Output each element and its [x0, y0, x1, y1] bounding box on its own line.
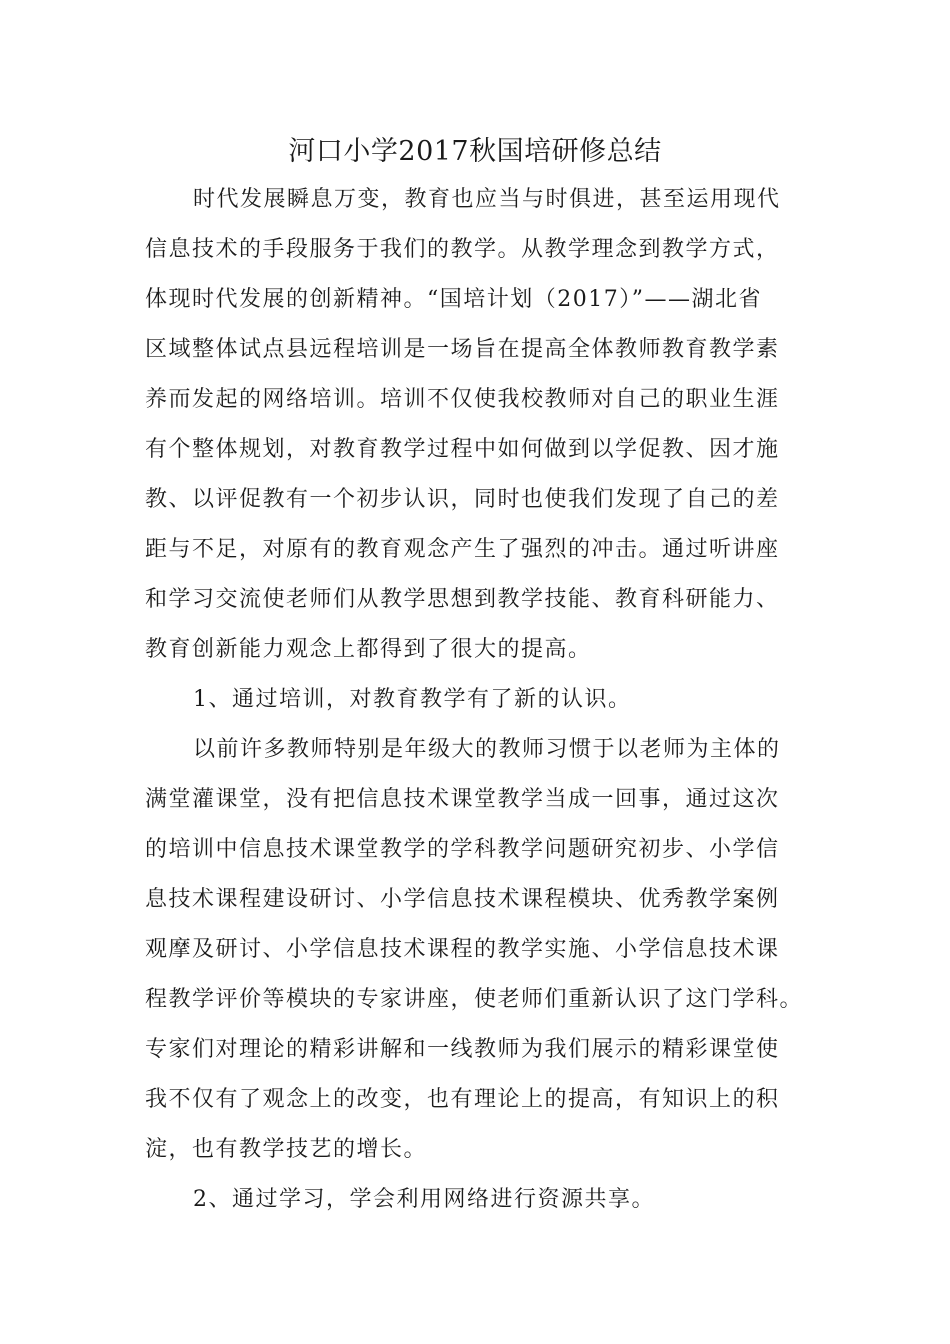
paragraph-line: 教、以评促教有一个初步认识，同时也使我们发现了自己的差	[145, 487, 780, 512]
paragraph-line: 淀，也有教学技艺的增长。	[145, 1137, 428, 1162]
paragraph-line: 信息技术的手段服务于我们的教学。从教学理念到教学方式，	[145, 237, 780, 262]
paragraph-line: 观摩及研讨、小学信息技术课程的教学实施、小学信息技术课	[145, 937, 780, 962]
section-heading-2: 2、通过学习，学会利用网络进行资源共享。	[193, 1187, 655, 1212]
paragraph-line: 专家们对理论的精彩讲解和一线教师为我们展示的精彩课堂使	[145, 1037, 780, 1062]
section-heading-1: 1、通过培训，对教育教学有了新的认识。	[193, 687, 632, 712]
paragraph-line: 息技术课程建设研讨、小学信息技术课程模块、优秀教学案例	[145, 887, 780, 912]
paragraph-line: 满堂灌课堂，没有把信息技术课堂教学当成一回事，通过这次	[145, 787, 780, 812]
paragraph-line: 有个整体规划，对教育教学过程中如何做到以学促教、因才施	[145, 437, 780, 462]
paragraph-line: 程教学评价等模块的专家讲座，使老师们重新认识了这门学科。	[145, 987, 804, 1012]
paragraph-line: 以前许多教师特别是年级大的教师习惯于以老师为主体的	[193, 737, 781, 762]
paragraph-line: 我不仅有了观念上的改变，也有理论上的提高，有知识上的积	[145, 1087, 780, 1112]
paragraph-line: 教育创新能力观念上都得到了很大的提高。	[145, 637, 592, 662]
paragraph-line: 距与不足，对原有的教育观念产生了强烈的冲击。通过听讲座	[145, 537, 780, 562]
paragraph-line: 养而发起的网络培训。培训不仅使我校教师对自己的职业生涯	[145, 387, 780, 412]
paragraph-line: 体现时代发展的创新精神。“国培计划（2017）”——湖北省	[145, 287, 762, 312]
paragraph-line: 的培训中信息技术课堂教学的学科教学问题研究初步、小学信	[145, 837, 780, 862]
paragraph-line: 时代发展瞬息万变，教育也应当与时俱进，甚至运用现代	[193, 187, 781, 212]
paragraph-line: 和学习交流使老师们从教学思想到教学技能、教育科研能力、	[145, 587, 780, 612]
document-title: 河口小学2017秋国培研修总结	[288, 136, 662, 167]
paragraph-line: 区域整体试点县远程培训是一场旨在提高全体教师教育教学素	[145, 337, 780, 362]
